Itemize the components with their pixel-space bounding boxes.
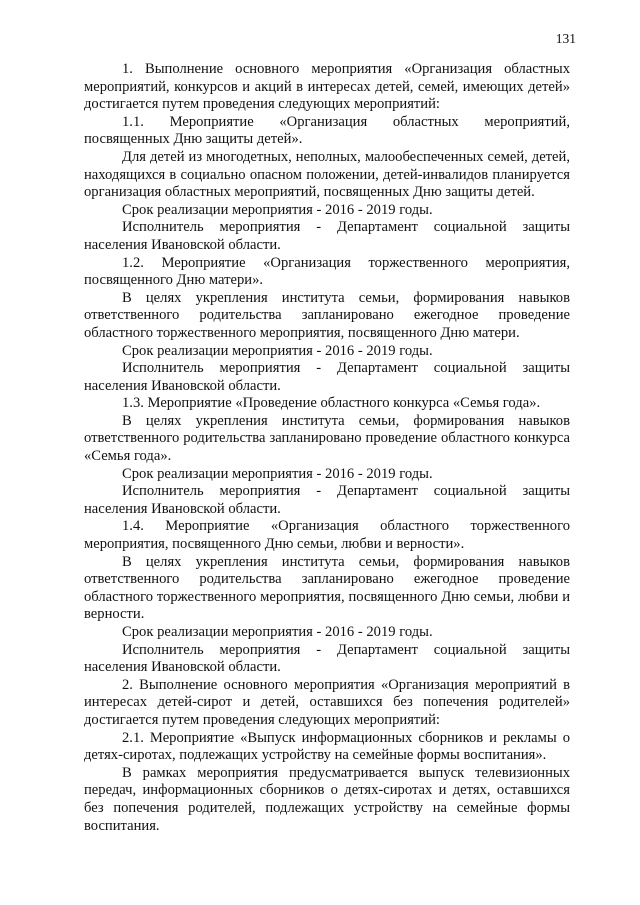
paragraph: Срок реализации мероприятия - 2016 - 2019 годы. [122, 624, 433, 640]
paragraph: Исполнитель мероприятия - Департамент социальной защиты населения Ивановской области. [84, 641, 570, 676]
paragraph: В целях укрепления института семьи, формирования навыков ответственного родительства запланировано ежегодное проведение областного торжественного мероприятия, посвященного Дню матери. [84, 289, 570, 341]
page-number: 131 [555, 31, 576, 46]
paragraph: Для детей из многодетных, неполных, малообеспеченных семей, детей, находящихся в социально опасном положении, детей-инвалидов планируется организация областных мероприятий, посвященных Дню защиты детей. [84, 148, 570, 201]
paragraph: Исполнитель мероприятия - Департамент социальной защиты населения Ивановской области. [84, 483, 570, 517]
paragraph: В рамках мероприятия предусматривается выпуск телевизионных передач, информационных сборников о детях-сиротах и детях, оставшихся без попечения родителей, подлежащих устройству на семейные формы воспитания. [84, 764, 570, 834]
paragraph: В целях укрепления института семьи, формирования навыков ответственного родительства запланировано ежегодное проведение областного торжественного мероприятия, посвященного Дню семьи, любви и верности. [84, 553, 570, 623]
paragraph: Исполнитель мероприятия - Департамент социальной защиты населения Ивановской области. [84, 219, 570, 253]
paragraph: В целях укрепления института семьи, формирования навыков ответственного родительства запланировано проведение областного конкурса «Семья года». [84, 412, 570, 465]
paragraph: Срок реализации мероприятия - 2016 - 2019 годы. [122, 342, 433, 359]
paragraph: Срок реализации мероприятия - 2016 - 2019 годы. [122, 201, 433, 218]
paragraph: 1.1. Мероприятие «Организация областных мероприятий, посвященных Дню защиты детей». [84, 113, 570, 148]
paragraph: Срок реализации мероприятия - 2016 - 2019 годы. [122, 465, 433, 482]
paragraph: 2. Выполнение основного мероприятия «Организация мероприятий в интересах детей-сирот и детей, оставшихся без попечения родителей» достигается путем проведения следующих мероприятий: [84, 676, 570, 728]
paragraph: 2.1. Мероприятие «Выпуск информационных сборников и рекламы о детях-сиротах, подлежащих устройству на семейные формы воспитания». [84, 729, 570, 764]
document-body [84, 61, 570, 835]
paragraph: Исполнитель мероприятия - Департамент социальной защиты населения Ивановской области. [84, 360, 570, 394]
paragraph: 1. Выполнение основного мероприятия «Организация областных мероприятий, конкурсов и акций в интересах детей, семей, имеющих детей» достигается путем проведения следующих мероприятий: [84, 61, 570, 113]
paragraph: 1.2. Мероприятие «Организация торжественного мероприятия, посвященного Дню матери». [84, 254, 570, 289]
paragraph: 1.3. Мероприятие «Проведение областного конкурса «Семья года». [122, 395, 541, 412]
paragraph: 1.4. Мероприятие «Организация областного торжественного мероприятия, посвященного Дню семьи, любви и верности». [84, 518, 570, 553]
